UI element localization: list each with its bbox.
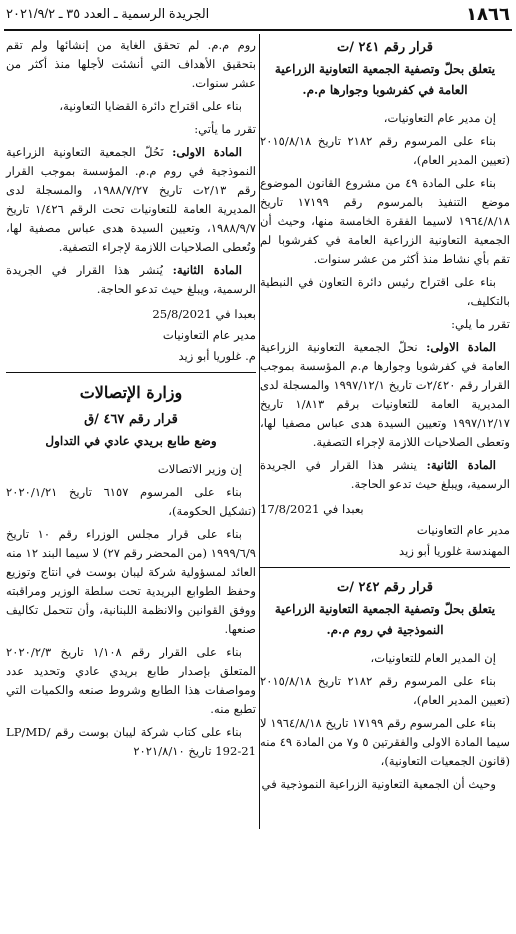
article-label: المادة الثانية: [426,458,496,472]
article-text: ينشر هذا القرار في الجريدة الرسمية، ويبلغ حيث تدعو الحاجة. [260,458,510,491]
left-column [6,36,256,765]
article-text: نَحُلّ الجمعية التعاونية الزراعية النموذجية في روم م.م. المؤسسة بموجب القرار رقم ٢/١٣ت تاريخ ١٩٨٨/٧/٢٧، والمسجلة لدى المديرية العامة للتعاونيات تحت الرقم ١/٤٢٦ تاريخ ١٩٨٨/٩/٧، وتعيين السيدة هدى عباس مصفية لها، وتُعطى الصلاحيات اللازمة لإجراء التصفية. [6,145,257,254]
section-separator [6,372,256,373]
article-text: يُنشر هذا القرار في الجريدة الرسمية، ويبلغ حيث تدعو الحاجة. [6,263,256,296]
decision-241-title: قرار رقم ٢٤١ /ت [337,40,433,55]
section-separator [260,567,510,568]
decision-242-article-2 [6,261,256,299]
decision-242-title: قرار رقم ٢٤٢ /ت [337,580,433,595]
article-label: المادة الاولى: [426,340,496,354]
article-label: المادة الثانية: [172,263,242,277]
decision-467-para-1: بناء على المرسوم ٦١٥٧ تاريخ ٢٠٢٠/١/٢١ (تشكيل الحكومة)، [6,485,256,518]
decision-241-signature-title: مدير عام التعاونيات [416,523,510,537]
decision-241-issuer: إن مدير عام التعاونيات، [383,111,496,125]
decision-241-article-1 [260,338,510,452]
decision-242-signature-name: م. غلوريا أبو زيد [178,349,256,363]
decision-241-article-2 [260,456,510,494]
decision-242-subject: يتعلق بحلّ وتصفية الجمعية التعاونية الزراعية النموذجية في روم م.م. [274,602,496,637]
decision-241-para-3: بناء على اقتراح رئيس دائرة التعاون في النبطية بالتكليف، [260,275,510,308]
ministry-heading: وزارة الإتصالات [79,383,183,402]
page-number: ١٨٦٦ [466,4,510,25]
article-text: نحلّ الجمعية التعاونية الزراعية العامة في كفرشوبا وجوارها م.م المؤسسة بموجب القرار رقم ٢/٤٢٠ت تاريخ ١٩٩٧/١٢/١ والمسجلة لدى المديرية العامة للتعاونيات برقم ١/٨١٣ تاريخ ١٩٩٧/١٢/١٧ وتعيين السيدة هدى عباس مصفيا لها، وتعطى الصلاحيات اللازمة لإجراء التصفية. [260,340,510,449]
decision-241-signature-name: المهندسة غلوريا أبو زيد [399,544,510,558]
decision-467-title: قرار رقم ٤٦٧ /ق [84,412,178,427]
decision-467-subject: وضع طابع بريدي عادي في التداول [45,434,217,448]
header-rule [4,29,512,31]
decision-241-para-2: بناء على المادة ٤٩ من مشروع القانون الموضوع موضع التنفيذ بالمرسوم رقم ١٧١٩٩ تاريخ ١٩٦٤/٨/١٨ لاسيما الفقرة الخامسة منها، وحيث أن الجمعية التعاونية الزراعية العامة في كفرشوبا لم تقم بأي نشاط منذ أكثر من عشر سنوات. [260,176,510,266]
decision-467-issuer: إن وزير الاتصالات [157,462,242,476]
decision-242-decides: تقرر ما يأتي: [194,122,256,136]
decision-242-para-3: وحيث أن الجمعية التعاونية الزراعية النموذجية في [261,777,496,791]
decision-242-continuation: روم م.م. لم تحقق الغاية من إنشائها ولم تقم بتحقيق الأهداف التي أنشئت لأجلها منذ أكثر من عشر سنوات. [6,38,256,90]
decision-242-para-1: بناء على المرسوم رقم ٢١٨٢ تاريخ ٢٠١٥/٨/١٨ (تعيين المدير العام)، [260,674,510,707]
decision-241-date: بعبدا في 17/8/2021 [260,502,364,516]
decision-467-para-2: بناء على قرار مجلس الوزراء رقم ١٠ تاريخ ١٩٩٩/٦/٩ (من المحضر رقم ٢٧) لا سيما البند ١٢ منه العائد لمسؤولية شركة ليبان بوست في انتاج وتوزيع وحفظ الطوابع البريدية تحت سلطة الوزير ومراقبته ووفق القوانين والانظمة اللبنانية، وأن تتحمل تكاليف صنعها. [6,527,256,636]
decision-242-proposal: بناء على اقتراح دائرة القضايا التعاونية، [59,99,242,113]
decision-242-issuer: إن المدير العام للتعاونيات، [370,651,496,665]
decision-467-para-3: بناء على القرار رقم ١/١٠٨ تاريخ ٢٠٢٠/٢/٣ المتعلق بإصدار طابع بريدي عادي وتحديد عدد ومواصفات هذا الطابع وشروط صنعه والكميات التي تطبع منه. [6,645,256,716]
decision-241-decides: تقرر ما يلي: [451,317,510,331]
page-header [0,0,516,30]
decision-242-signature-title: مدير عام التعاونيات [162,328,256,342]
right-column [260,36,510,798]
decision-467-para-4: بناء على كتاب شركة ليبان بوست رقم LP/MD/ 192-21 تاريخ ٢٠٢١/٨/١٠ [6,725,256,758]
decision-242-para-2: بناء على المرسوم رقم ١٧١٩٩ تاريخ ١٩٦٤/٨/١٨ لا سيما المادة الاولى والفقرتين ٥ و٧ من المادة ٤٩ منه (قانون الجمعيات التعاونية)، [260,716,510,768]
decision-242-date: بعبدا في 25/8/2021 [152,307,256,321]
decision-241-subject: يتعلق بحلّ وتصفية الجمعية التعاونية الزراعية العامة في كفرشوبا وجوارها م.م. [274,62,496,97]
decision-241-para-1: بناء على المرسوم رقم ٢١٨٢ تاريخ ٢٠١٥/٨/١٨ (تعيين المدير العام)، [260,134,510,167]
article-label: المادة الاولى: [172,145,242,159]
decision-242-article-1 [6,143,256,257]
gazette-info: الجريدة الرسمية ـ العدد ٣٥ ـ ٢٠٢١/٩/٢ [6,6,210,21]
